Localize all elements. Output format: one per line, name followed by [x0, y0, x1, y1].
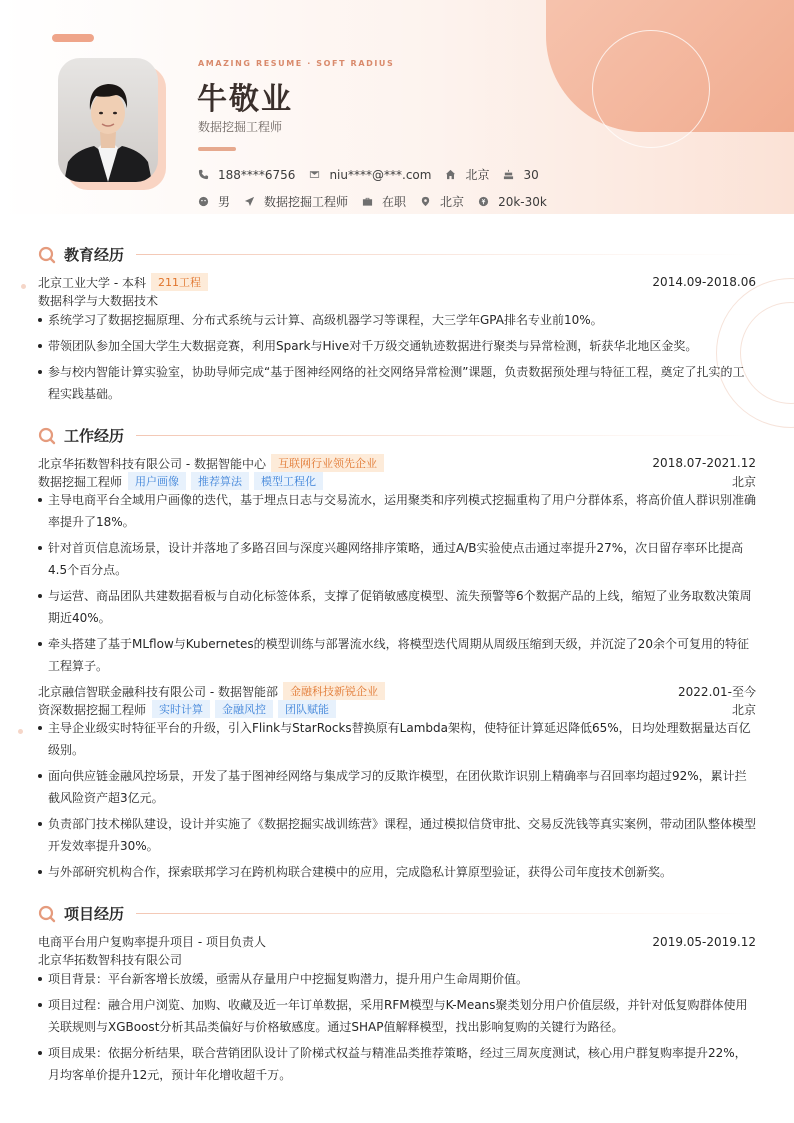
list-item: 针对首页信息流场景，设计并落地了多路召回与深度兴趣网络排序策略，通过A/B实验使点击通过率提升27%，次日留存率环比提高4.5个百分点。	[38, 537, 756, 581]
gender-icon	[198, 196, 209, 207]
list-item: 带领团队参加全国大学生大数据竞赛，利用Spark与Hive对千万级交通轨迹数据进行聚类与异常检测，斩获华北地区金奖。	[38, 335, 756, 357]
city-text: 北京	[465, 168, 490, 182]
list-item: 与外部研究机构合作，探索联邦学习在跨机构联合建模中的应用，完成隐私计算原型验证，获得公司年度技术创新奖。	[38, 861, 756, 883]
city-info	[445, 166, 489, 183]
company-tag: 金融科技新锐企业	[283, 682, 385, 700]
briefcase-icon	[362, 196, 373, 207]
list-item: 面向供应链金融风控场景，开发了基于图神经网络与集成学习的反欺诈模型，在团伙欺诈识别上精确率与召回率均超过92%，累计拦截风险资产超3亿元。	[38, 765, 756, 809]
gender-info	[198, 193, 230, 210]
list-item: 项目背景：平台新客增长放缓，亟需从存量用户中挖掘复购潜力，提升用户生命周期价值。	[38, 968, 756, 990]
contact-row	[198, 166, 553, 183]
target-role-text: 数据挖掘工程师	[264, 195, 349, 209]
section-title: 项目经历	[64, 905, 125, 923]
education-entry-header	[38, 273, 756, 291]
status-info	[362, 193, 406, 210]
skill-tag: 模型工程化	[254, 472, 323, 490]
company-name: 北京融信智联金融科技有限公司 - 数据智能部	[38, 684, 278, 699]
target-role-info	[244, 193, 348, 210]
list-item: 负责部门技术梯队建设，设计并实施了《数据挖掘实战训练营》课程，通过模拟信贷审批、交易反洗钱等真实案例，带动团队整体模型开发效率提升30%。	[38, 813, 756, 857]
profile-photo	[58, 58, 158, 182]
work-dates: 2018.07-2021.12	[652, 456, 756, 470]
education-bullets	[38, 309, 756, 409]
section-title: 工作经历	[64, 427, 125, 445]
decorative-ring	[592, 30, 710, 148]
education-dates: 2014.09-2018.06	[652, 275, 756, 289]
major: 数据科学与大数据技术	[38, 294, 159, 308]
project-bullets	[38, 968, 756, 1090]
work-section-header	[38, 425, 756, 446]
work-role-row	[38, 472, 756, 490]
skill-tag: 团队赋能	[278, 700, 336, 718]
home-icon	[445, 169, 456, 180]
work-role-row	[38, 700, 756, 718]
section-divider	[136, 913, 756, 914]
section-search-icon	[38, 246, 56, 264]
skill-tag: 用户画像	[128, 472, 186, 490]
work-bullets	[38, 717, 756, 887]
list-item: 主导电商平台全域用户画像的迭代，基于埋点日志与交易流水，运用聚类和序列模式挖掘重构了用户分群体系，将高价值人群识别准确率提升了18%。	[38, 489, 756, 533]
project-org: 北京华拓数智科技有限公司	[38, 953, 183, 967]
job-title: 数据挖掘工程师	[198, 120, 283, 134]
gender-text: 男	[218, 195, 231, 209]
project-entry-header	[38, 933, 756, 950]
salary-icon	[478, 196, 489, 207]
list-item: 系统学习了数据挖掘原理、分布式系统与云计算、高级机器学习等课程，大三学年GPA排名专业前10%。	[38, 309, 756, 331]
work-location: 北京	[731, 474, 756, 489]
resume-header	[0, 0, 794, 214]
name-underline	[198, 147, 236, 151]
list-item: 项目过程：融合用户浏览、加购、收藏及近一年订单数据，采用RFM模型与K-Means聚类划分用户价值层级，并针对低复购群体使用关联规则与XGBoost分析其品类偏好与价格敏感度。通过SHAP值解释模型，找出影响复购的关键行为路径。	[38, 994, 756, 1038]
email-info	[309, 168, 431, 182]
work-location: 北京	[731, 702, 756, 717]
company-tag: 互联网行业领先企业	[271, 454, 384, 472]
education-section-header	[38, 244, 756, 265]
avatar	[58, 58, 158, 182]
salary-text: 20k-30k	[498, 194, 547, 209]
email-text: niu****@***.com	[329, 167, 432, 182]
header-kicker: AMAZING RESUME · SOFT RADIUS	[198, 59, 395, 68]
school-tag: 211工程	[151, 273, 208, 291]
education-major-row	[38, 292, 756, 309]
send-icon	[244, 196, 255, 207]
list-item: 主导企业级实时特征平台的升级，引入Flink与StarRocks替换原有Lambda架构，使特征计算延迟降低65%，日均处理数据量达百亿级别。	[38, 717, 756, 761]
project-dates: 2019.05-2019.12	[652, 934, 756, 949]
target-city-text: 北京	[440, 195, 465, 209]
work-dates: 2022.01-至今	[678, 684, 756, 699]
role-title: 数据挖掘工程师	[38, 474, 123, 489]
work-entry-header	[38, 682, 756, 700]
age-icon	[503, 169, 514, 180]
list-item: 牵头搭建了基于MLflow与Kubernetes的模型训练与部署流水线，将模型迭代周期从周级压缩到天级，并沉淀了20余个可复用的特征工程算子。	[38, 633, 756, 677]
role-title: 资深数据挖掘工程师	[38, 702, 147, 717]
skill-tag: 推荐算法	[191, 472, 249, 490]
status-text: 在职	[382, 195, 407, 209]
list-item: 参与校内智能计算实验室，协助导师完成“基于图神经网络的社交网络异常检测”课题，负责数据预处理与特征工程，奠定了扎实的工程实践基础。	[38, 361, 756, 405]
decorative-dot	[21, 284, 26, 289]
candidate-name: 牛敬业	[197, 82, 293, 117]
skill-tag: 金融风控	[215, 700, 273, 718]
project-name: 电商平台用户复购率提升项目 - 项目负责人	[38, 935, 266, 949]
location-icon	[420, 196, 431, 207]
work-entry-header	[38, 454, 756, 472]
school-name: 北京工业大学 - 本科	[38, 275, 146, 290]
phone-text: 188****6756	[218, 167, 296, 182]
company-name: 北京华拓数智科技有限公司 - 数据智能中心	[38, 456, 266, 471]
phone-info	[198, 168, 295, 182]
section-divider	[136, 435, 756, 436]
decorative-dot	[18, 729, 23, 734]
age-text: 30	[523, 167, 539, 182]
list-item: 与运营、商品团队共建数据看板与自动化标签体系，支撑了促销敏感度模型、流失预警等6个数据产品的上线，缩短了业务取数决策周期近40%。	[38, 585, 756, 629]
salary-info	[478, 195, 547, 209]
mail-icon	[309, 169, 320, 180]
section-divider	[136, 254, 756, 255]
list-item: 项目成果：依据分析结果，联合营销团队设计了阶梯式权益与精准品类推荐策略，经过三周灰度测试，核心用户群复购率提升22%，月均客单价提升12元，预计年化增收超千万。	[38, 1042, 756, 1086]
section-title: 教育经历	[64, 246, 125, 264]
phone-icon	[198, 169, 209, 180]
section-search-icon	[38, 427, 56, 445]
work-bullets	[38, 489, 756, 681]
project-section-header	[38, 903, 756, 924]
target-city-info	[420, 193, 464, 210]
project-org-row	[38, 951, 756, 968]
age-info	[503, 168, 538, 182]
accent-pill	[52, 34, 94, 42]
skill-tag: 实时计算	[152, 700, 210, 718]
section-search-icon	[38, 905, 56, 923]
intent-row	[198, 193, 561, 210]
